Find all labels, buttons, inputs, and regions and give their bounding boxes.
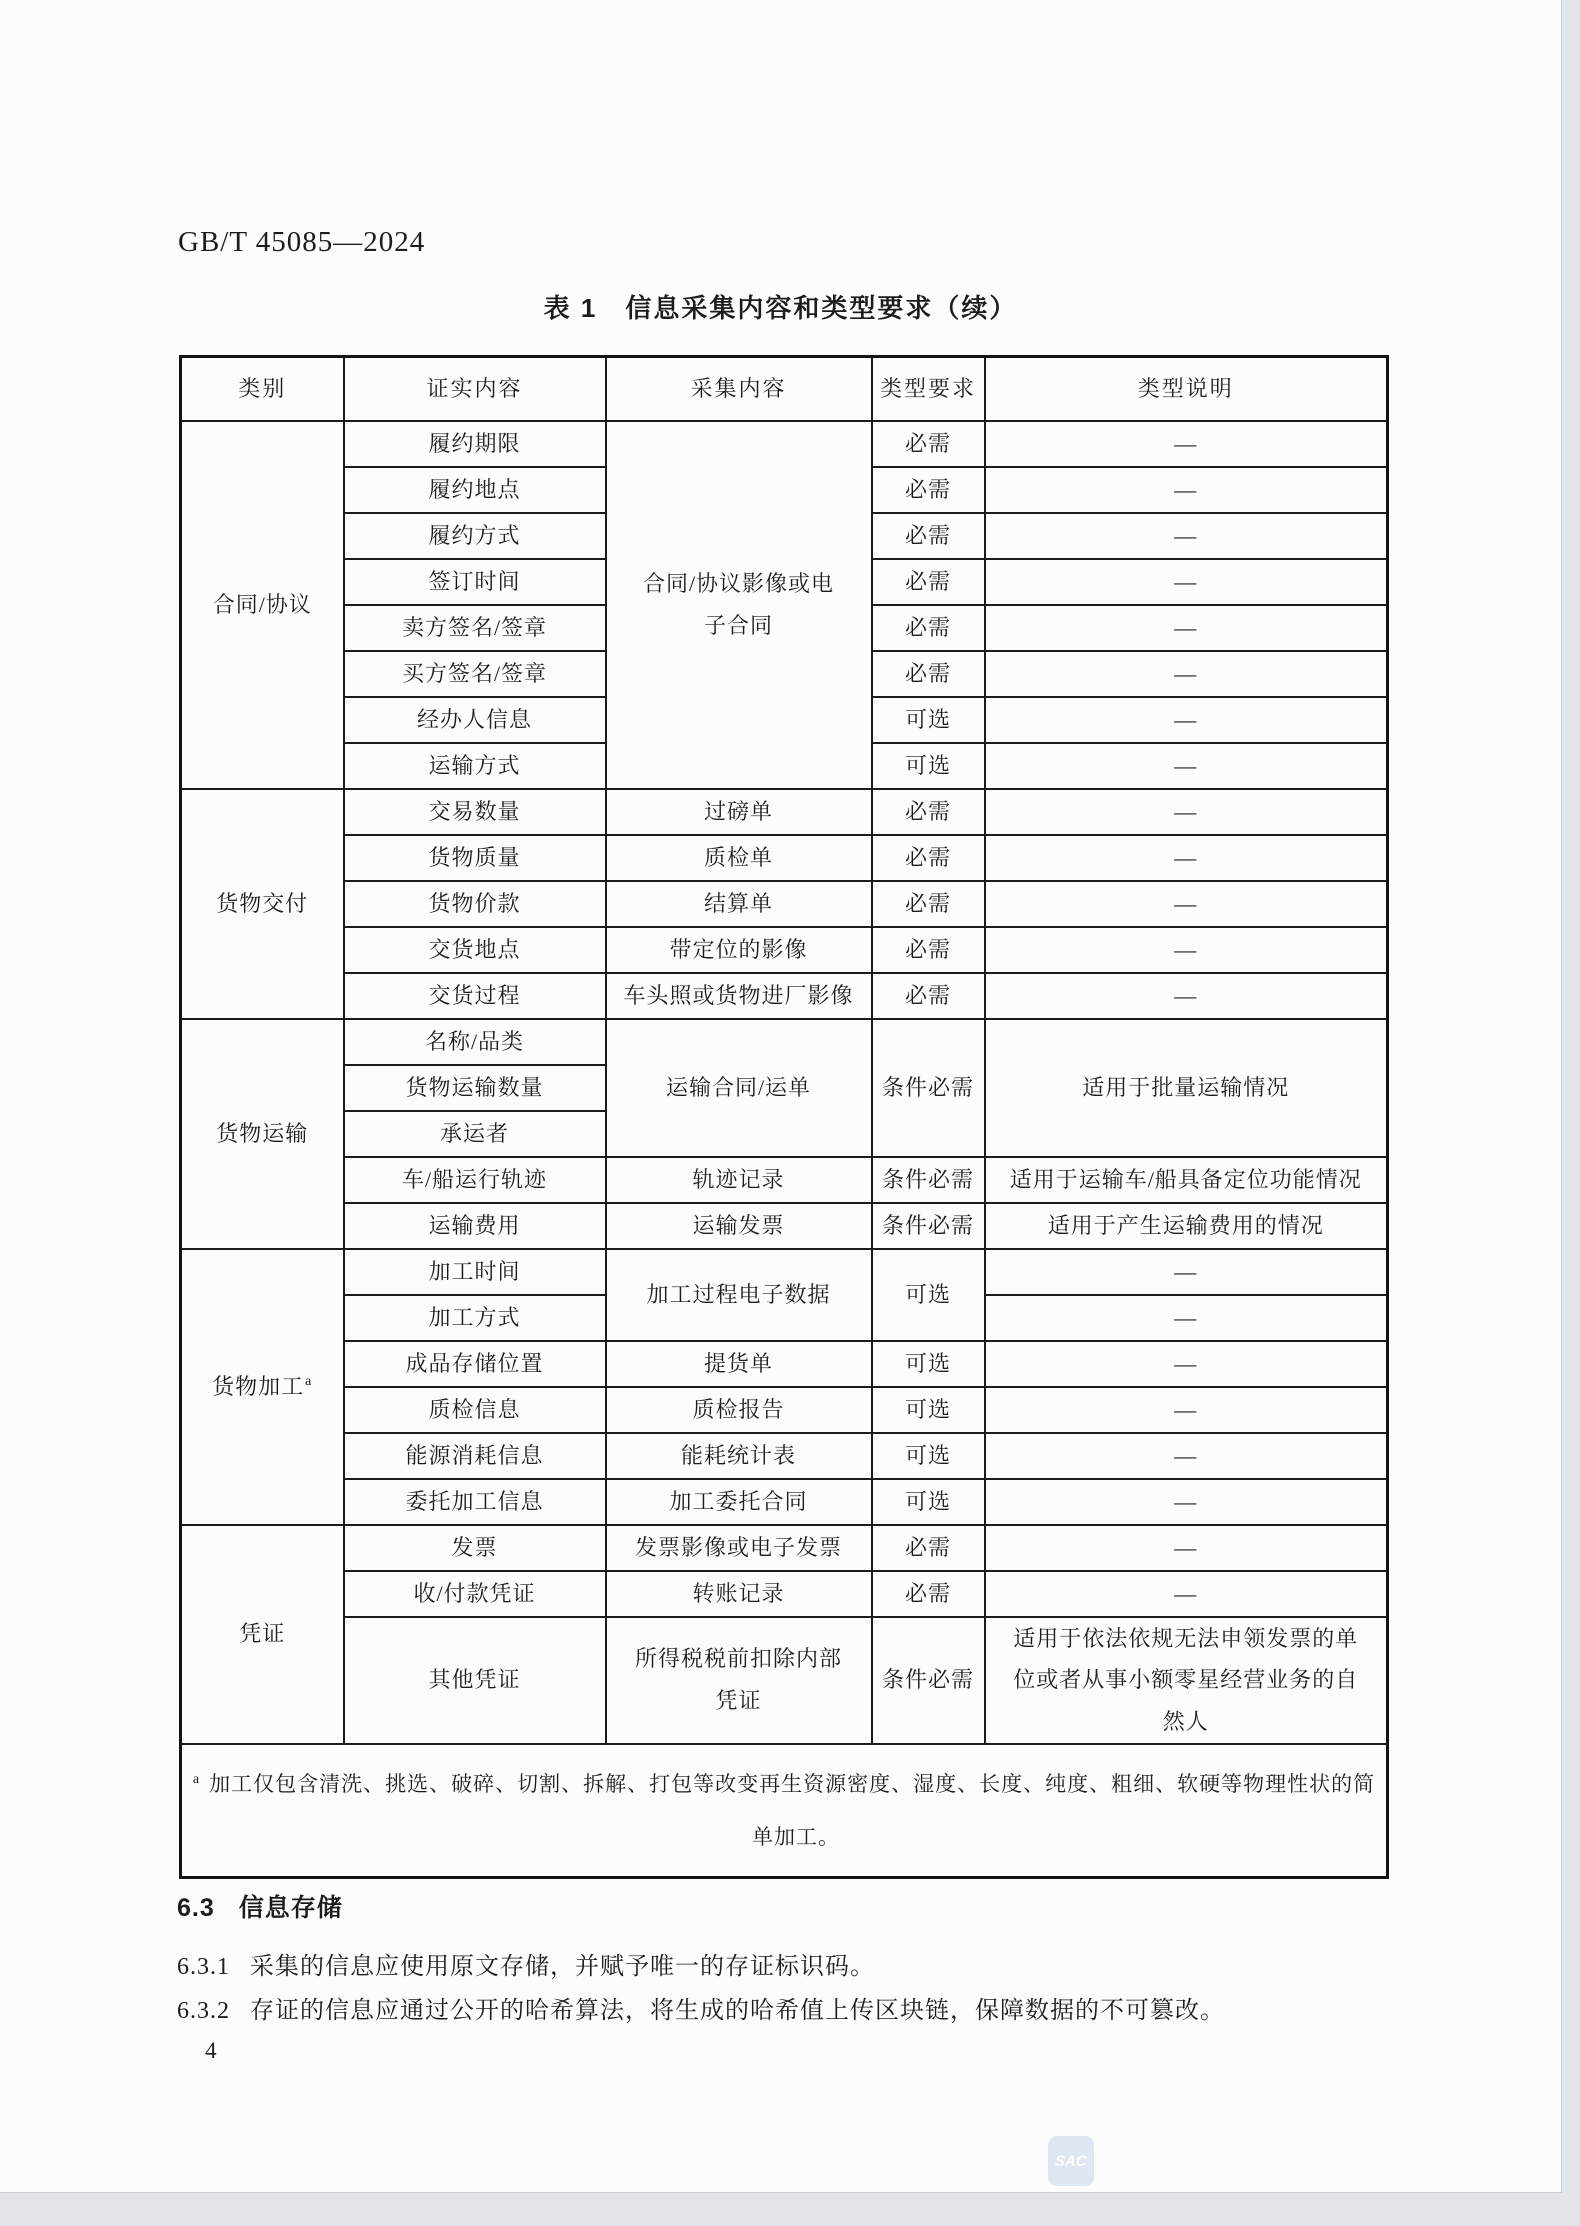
table-row: [181, 1433, 1388, 1479]
cell-verify-content: 收/付款凭证: [344, 1571, 606, 1617]
cell-type-requirement: 可选: [872, 1433, 985, 1479]
section-heading: [177, 1888, 343, 1924]
table-row: [181, 1387, 1388, 1433]
cell-type-note: —: [985, 1387, 1388, 1433]
cell-type-note: —: [985, 697, 1388, 743]
table-row: [181, 1019, 1388, 1065]
section-number: 6.3: [177, 1894, 215, 1922]
cell-category: 货物运输: [181, 1019, 344, 1249]
cell-collect-content: 运输合同/运单: [606, 1019, 872, 1157]
cell-type-note: —: [985, 1341, 1388, 1387]
cell-verify-content: 发票: [344, 1525, 606, 1571]
column-header: 类型要求: [872, 357, 985, 421]
clause-6-3-2: [177, 1990, 1225, 2025]
sac-logo-watermark: [1048, 2136, 1094, 2186]
cell-type-note: —: [985, 1571, 1388, 1617]
cell-type-requirement: 条件必需: [872, 1203, 985, 1249]
cell-category: [181, 1249, 344, 1525]
cell-type-requirement: 必需: [872, 1571, 985, 1617]
cell-verify-content: 成品存储位置: [344, 1341, 606, 1387]
cell-collect-content: 结算单: [606, 881, 872, 927]
table-row: [181, 1157, 1388, 1203]
table-row: [181, 1525, 1388, 1571]
collect-text: 所得税税前扣除内部凭证: [634, 1646, 842, 1714]
cell-type-note: —: [985, 1525, 1388, 1571]
cell-collect-content: 加工委托合同: [606, 1479, 872, 1525]
column-header: 类别: [181, 357, 344, 421]
cell-verify-content: 名称/品类: [344, 1019, 606, 1065]
cell-verify-content: 质检信息: [344, 1387, 606, 1433]
cell-collect-content: [606, 421, 872, 789]
cell-verify-content: 加工时间: [344, 1249, 606, 1295]
cell-collect-content: 加工过程电子数据: [606, 1249, 872, 1341]
table-row: [181, 881, 1388, 927]
cell-collect-content: 发票影像或电子发票: [606, 1525, 872, 1571]
cell-type-note: —: [985, 1479, 1388, 1525]
cell-type-requirement: 可选: [872, 1341, 985, 1387]
cell-collect-content: 轨迹记录: [606, 1157, 872, 1203]
cell-collect-content: 过磅单: [606, 789, 872, 835]
footnote-marker: a: [192, 1772, 201, 1788]
table-row: [181, 1571, 1388, 1617]
footnote-row: [181, 1744, 1388, 1878]
table-title: 表 1 信息采集内容和类型要求（续）: [543, 293, 1018, 323]
table-row: [181, 1203, 1388, 1249]
clause-6-3-1: [177, 1946, 875, 1981]
cell-type-note: —: [985, 1295, 1388, 1341]
cell-verify-content: 履约期限: [344, 421, 606, 467]
header-row: [181, 357, 1388, 421]
cell-collect-content: 质检报告: [606, 1387, 872, 1433]
cell-verify-content: 加工方式: [344, 1295, 606, 1341]
page-number: 4: [205, 2038, 217, 2063]
cell-type-requirement: 可选: [872, 743, 985, 789]
table-row: [181, 789, 1388, 835]
cell-verify-content: 交易数量: [344, 789, 606, 835]
cell-type-note: —: [985, 651, 1388, 697]
cell-verify-content: 车/船运行轨迹: [344, 1157, 606, 1203]
cell-verify-content: 货物质量: [344, 835, 606, 881]
table-row: [181, 835, 1388, 881]
standard-code: GB/T 45085—2024: [178, 226, 426, 258]
cell-verify-content: 交货过程: [344, 973, 606, 1019]
category-text: 货物加工: [212, 1373, 305, 1399]
cell-verify-content: 委托加工信息: [344, 1479, 606, 1525]
table-row: [181, 927, 1388, 973]
cell-type-requirement: 必需: [872, 973, 985, 1019]
column-header: 证实内容: [344, 357, 606, 421]
table-row: [181, 973, 1388, 1019]
clause-text: 采集的信息应使用原文存储，并赋予唯一的存证标识码。: [250, 1954, 875, 1980]
cell-verify-content: 能源消耗信息: [344, 1433, 606, 1479]
cell-category: 凭证: [181, 1525, 344, 1744]
cell-type-note: —: [985, 421, 1388, 467]
cell-type-note: —: [985, 605, 1388, 651]
cell-type-requirement: 条件必需: [872, 1617, 985, 1744]
section-title: 信息存储: [238, 1894, 343, 1922]
cell-type-note: —: [985, 743, 1388, 789]
cell-verify-content: 买方签名/签章: [344, 651, 606, 697]
table-row: [181, 1341, 1388, 1387]
table-footnote: [181, 1744, 1388, 1878]
footnote-text: 加工仅包含清洗、挑选、破碎、切割、拆解、打包等改变再生资源密度、湿度、长度、纯度、粗细、软硬等物理性状的简单加工。: [209, 1772, 1376, 1849]
column-header: 类型说明: [985, 357, 1388, 421]
cell-type-requirement: 必需: [872, 1525, 985, 1571]
cell-verify-content: 签订时间: [344, 559, 606, 605]
cell-type-requirement: 必需: [872, 789, 985, 835]
cell-collect-content: 车头照或货物进厂影像: [606, 973, 872, 1019]
collect-text: 合同/协议影像或电子合同: [642, 570, 835, 638]
table-row: [181, 1249, 1388, 1295]
cell-verify-content: 运输方式: [344, 743, 606, 789]
footnote-content: [188, 1758, 1380, 1863]
cell-type-requirement: 可选: [872, 697, 985, 743]
note-text: 适用于依法依规无法申领发票的单位或者从事小额零星经营业务的自然人: [1013, 1625, 1359, 1735]
cell-verify-content: 承运者: [344, 1111, 606, 1157]
cell-type-requirement: 必需: [872, 927, 985, 973]
cell-type-requirement: 条件必需: [872, 1019, 985, 1157]
cell-type-requirement: 可选: [872, 1479, 985, 1525]
cell-type-requirement: 可选: [872, 1387, 985, 1433]
cell-type-note: 适用于运输车/船具备定位功能情况: [985, 1157, 1388, 1203]
cell-type-requirement: 必需: [872, 421, 985, 467]
cell-type-note: —: [985, 559, 1388, 605]
cell-collect-content: 质检单: [606, 835, 872, 881]
category-footnote-marker: a: [305, 1374, 313, 1390]
cell-category: 货物交付: [181, 789, 344, 1019]
cell-type-note: —: [985, 927, 1388, 973]
cell-verify-content: 卖方签名/签章: [344, 605, 606, 651]
cell-verify-content: 运输费用: [344, 1203, 606, 1249]
clause-number: 6.3.2: [177, 1998, 230, 2024]
cell-type-note: —: [985, 789, 1388, 835]
cell-type-requirement: 必需: [872, 881, 985, 927]
cell-verify-content: 履约地点: [344, 467, 606, 513]
cell-type-note: —: [985, 513, 1388, 559]
cell-verify-content: 其他凭证: [344, 1617, 606, 1744]
cell-collect-content: [606, 1617, 872, 1744]
info-collection-table: [179, 355, 1389, 1879]
cell-verify-content: 经办人信息: [344, 697, 606, 743]
cell-type-requirement: 必需: [872, 513, 985, 559]
cell-collect-content: 转账记录: [606, 1571, 872, 1617]
cell-type-note: —: [985, 1249, 1388, 1295]
cell-type-requirement: 必需: [872, 467, 985, 513]
cell-type-requirement: 必需: [872, 559, 985, 605]
cell-type-note: —: [985, 467, 1388, 513]
clause-text: 存证的信息应通过公开的哈希算法，将生成的哈希值上传区块链，保障数据的不可篡改。: [250, 1998, 1225, 2024]
cell-type-note: [985, 1617, 1388, 1744]
cell-type-requirement: 必需: [872, 651, 985, 697]
cell-type-requirement: 可选: [872, 1249, 985, 1341]
cell-type-requirement: 条件必需: [872, 1157, 985, 1203]
cell-type-note: —: [985, 1433, 1388, 1479]
cell-type-note: 适用于批量运输情况: [985, 1019, 1388, 1157]
cell-type-note: —: [985, 835, 1388, 881]
cell-type-note: 适用于产生运输费用的情况: [985, 1203, 1388, 1249]
cell-collect-content: 带定位的影像: [606, 927, 872, 973]
table-row: [181, 421, 1388, 467]
cell-collect-content: 运输发票: [606, 1203, 872, 1249]
cell-type-note: —: [985, 881, 1388, 927]
cell-verify-content: 货物运输数量: [344, 1065, 606, 1111]
cell-type-requirement: 必需: [872, 835, 985, 881]
table-row: [181, 1617, 1388, 1744]
cell-verify-content: 交货地点: [344, 927, 606, 973]
cell-type-note: —: [985, 973, 1388, 1019]
clause-number: 6.3.1: [177, 1954, 230, 1980]
table-row: [181, 1479, 1388, 1525]
cell-collect-content: 能耗统计表: [606, 1433, 872, 1479]
cell-verify-content: 履约方式: [344, 513, 606, 559]
cell-verify-content: 货物价款: [344, 881, 606, 927]
column-header: 采集内容: [606, 357, 872, 421]
cell-collect-content: 提货单: [606, 1341, 872, 1387]
cell-category: 合同/协议: [181, 421, 344, 789]
sac-logo-text: SAC: [1054, 2152, 1088, 2170]
cell-type-requirement: 必需: [872, 605, 985, 651]
